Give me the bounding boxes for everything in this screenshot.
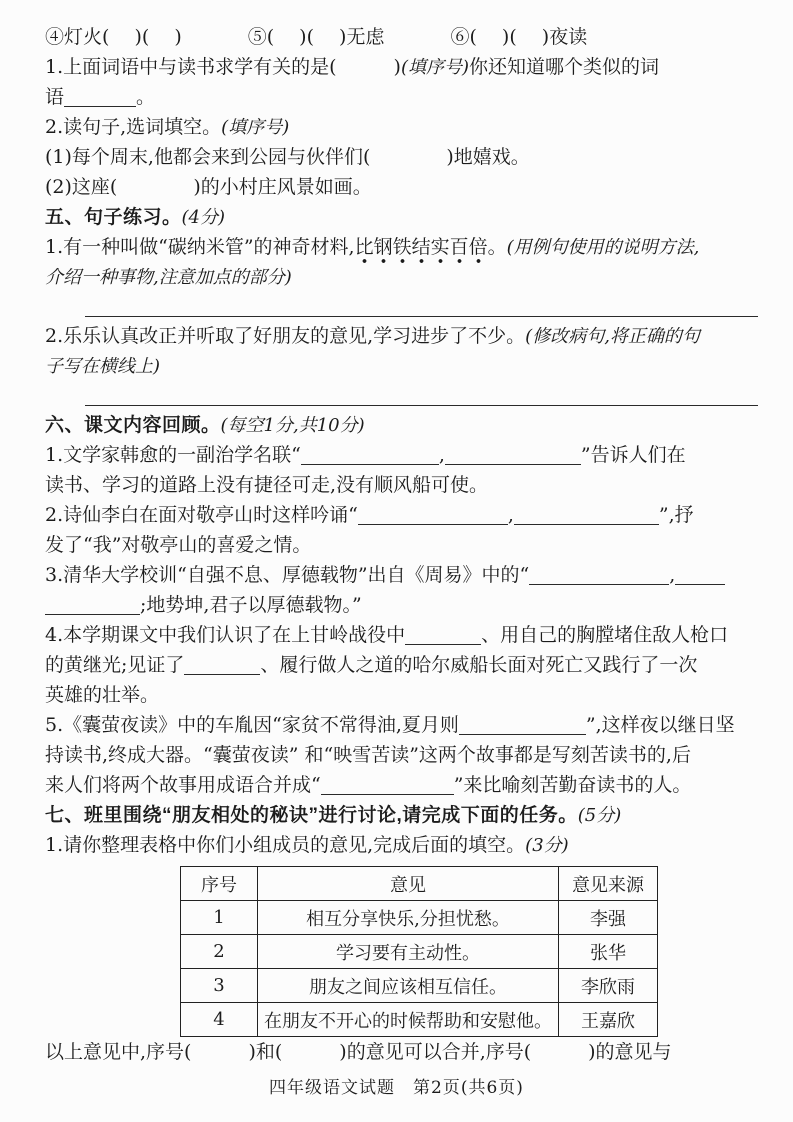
- question-top-2-sub-1: [45, 142, 763, 172]
- table-row: [181, 901, 658, 935]
- section-7-heading: [45, 800, 763, 830]
- question-text: 2.读句子,选词填空。: [45, 116, 222, 138]
- section-6-heading: [45, 410, 763, 440]
- question-top-1-line-2: [45, 82, 763, 112]
- question-text: ”告诉人们在: [580, 444, 686, 466]
- section-7-points: (5分): [577, 805, 622, 826]
- question-text: ;地势坤,君子以厚德载物。”: [140, 594, 362, 616]
- blank-underline: [445, 450, 581, 465]
- question-text: 2.乐乐认真改正并听取了好朋友的意见,学习进步了不少。: [45, 325, 526, 347]
- word-bank-item-6: ⑥( )( )夜读: [450, 26, 588, 48]
- table-cell-source: 李强: [559, 901, 658, 935]
- question-text: (2)这座( )的小村庄风景如画。: [45, 176, 372, 198]
- section-5-title: 五、句子练习。: [45, 207, 182, 228]
- word-bank-row: [45, 22, 763, 52]
- section-6-q5-line-3: [45, 770, 763, 800]
- question-text: 语: [45, 86, 65, 108]
- table-cell-source: 李欣雨: [559, 969, 658, 1003]
- table-cell-source: 张华: [559, 935, 658, 969]
- section-6-q2-line-2: [45, 530, 763, 560]
- question-text: 、履行做人之道的哈尔威船长面对死亡又践行了一次: [260, 654, 698, 676]
- table-header-cell: 意见: [258, 867, 559, 901]
- table-cell-number: 3: [181, 969, 258, 1003]
- question-text: 1.文学家韩愈的一副治学名联“: [45, 444, 301, 466]
- section-6-q5-line-2: [45, 740, 763, 770]
- section-6-points: (每空1分,共10分): [220, 415, 365, 436]
- blank-underline: [514, 510, 659, 525]
- section-7-fill-line: [45, 1037, 763, 1067]
- question-text: ,: [669, 564, 676, 586]
- hint-text: 子写在横线上): [45, 356, 161, 377]
- question-text: 发了“我”对敬亭山的喜爱之情。: [45, 534, 312, 556]
- page-footer: 四年级语文试题 第2页(共6页): [269, 1078, 524, 1098]
- question-text: ”来比喻刻苦勤奋读书的人。: [453, 774, 692, 796]
- question-text: (1)每个周末,他都会来到公园与伙伴们( )地嬉戏。: [45, 146, 530, 168]
- question-text: 来人们将两个故事用成语合并成“: [45, 774, 321, 796]
- section-7-title: 七、班里围绕“朋友相处的秘诀”进行讨论,请完成下面的任务。: [45, 805, 578, 826]
- section-6-q3-line-1: [45, 560, 763, 590]
- blank-underline: [358, 510, 508, 525]
- question-text: 、用自己的胸膛堵住敌人枪口: [481, 624, 729, 646]
- section-6-q4-line-1: [45, 620, 763, 650]
- question-text: 。: [487, 236, 507, 258]
- answer-line: [85, 316, 758, 317]
- question-text: 你还知道哪个类似的词: [469, 56, 660, 78]
- question-text: 4.本学期课文中我们认识了在上甘岭战役中: [45, 624, 406, 646]
- blank-underline: [64, 92, 136, 107]
- table-cell-opinion: 在朋友不开心的时候帮助和安慰他。: [258, 1003, 559, 1037]
- table-cell-opinion: 相互分享快乐,分担忧愁。: [258, 901, 559, 935]
- blank-underline: [459, 720, 586, 735]
- question-text: 读书、学习的道路上没有捷径可走,没有顺风船可使。: [45, 474, 489, 496]
- question-text: ,: [507, 504, 514, 526]
- section-5-points: (4分): [181, 207, 226, 228]
- dotted-emphasis-text: 比钢铁结实百倍: [355, 236, 488, 264]
- hint-text: 介绍一种事物,注意加点的部分): [45, 267, 292, 288]
- section-6-q4-line-2: [45, 650, 763, 680]
- section-7-q1: [45, 830, 763, 860]
- section-6-q3-line-2: [45, 590, 763, 620]
- section-6-q5-line-1: [45, 710, 763, 740]
- table-cell-number: 2: [181, 935, 258, 969]
- table-row: [181, 1003, 658, 1037]
- table-cell-number: 4: [181, 1003, 258, 1037]
- table-header-cell: 序号: [181, 867, 258, 901]
- section-6-q4-line-3: [45, 680, 763, 710]
- blank-underline: [301, 450, 439, 465]
- word-bank-item-5: ⑤( )( )无虑: [247, 26, 385, 48]
- section-5-q2-line-1: [45, 321, 763, 351]
- hint-text: (3分): [525, 835, 569, 856]
- section-6-title: 六、课文内容回顾。: [45, 415, 221, 436]
- question-text: 持读书,终成大器。“囊萤夜读” 和“映雪苦读”这两个故事都是写刻苦读书的,后: [45, 744, 691, 766]
- section-5-heading: [45, 202, 763, 232]
- question-text: 。: [136, 86, 156, 108]
- question-text: 3.清华大学校训“自强不息、厚德载物”出自《周易》中的“: [45, 564, 530, 586]
- hint-text: (填序号): [400, 57, 470, 78]
- blank-underline: [45, 600, 140, 615]
- word-bank-item-4: ④灯火( )( ): [45, 26, 182, 48]
- question-text: 的黄继光;见证了: [45, 654, 185, 676]
- question-text: 2.诗仙李白在面对敬亭山时这样吟诵“: [45, 504, 358, 526]
- blank-underline: [321, 780, 454, 795]
- table-cell-number: 1: [181, 901, 258, 935]
- table-cell-opinion: 学习要有主动性。: [258, 935, 559, 969]
- hint-text: (修改病句,将正确的句: [525, 326, 700, 347]
- section-6-q1-line-1: [45, 440, 763, 470]
- opinions-table: [180, 866, 658, 1037]
- table-cell-opinion: 朋友之间应该相互信任。: [258, 969, 559, 1003]
- section-5-q2-line-2: [45, 351, 763, 381]
- question-text: ,: [438, 444, 445, 466]
- table-header-cell: 意见来源: [559, 867, 658, 901]
- blank-underline: [184, 660, 260, 675]
- section-5-q1-line-2: [45, 262, 763, 292]
- question-text: ”,抒: [658, 504, 694, 526]
- question-top-2-sub-2: [45, 172, 763, 202]
- section-6-q2-line-1: [45, 500, 763, 530]
- table-row: [181, 969, 658, 1003]
- question-text: 1.有一种叫做“碳纳米管”的神奇材料,: [45, 236, 355, 258]
- blank-underline: [529, 570, 669, 585]
- blank-underline: [405, 630, 481, 645]
- question-text: 1.请你整理表格中你们小组成员的意见,完成后面的填空。: [45, 834, 526, 856]
- question-text: 英雄的壮举。: [45, 684, 160, 706]
- question-text: 1.上面词语中与读书求学有关的是( ): [45, 56, 401, 78]
- table-header-row: [181, 867, 658, 901]
- question-text: 5.《囊萤夜读》中的车胤因“家贫不常得油,夏月则: [45, 714, 459, 736]
- question-top-1-line-1: [45, 52, 763, 82]
- hint-text: (用例句使用的说明方法,: [506, 237, 700, 258]
- question-top-2-head: [45, 112, 763, 142]
- answer-line: [85, 405, 758, 406]
- blank-underline: [675, 570, 725, 585]
- table-row: [181, 935, 658, 969]
- hint-text: (填序号): [221, 117, 290, 138]
- table-cell-source: 王嘉欣: [559, 1003, 658, 1037]
- question-text: 以上意见中,序号( )和( )的意见可以合并,序号( )的意见与: [45, 1041, 672, 1063]
- section-6-q1-line-2: [45, 470, 763, 500]
- question-text: ”,这样夜以继日坚: [585, 714, 735, 736]
- section-5-q1-line-1: [45, 232, 763, 262]
